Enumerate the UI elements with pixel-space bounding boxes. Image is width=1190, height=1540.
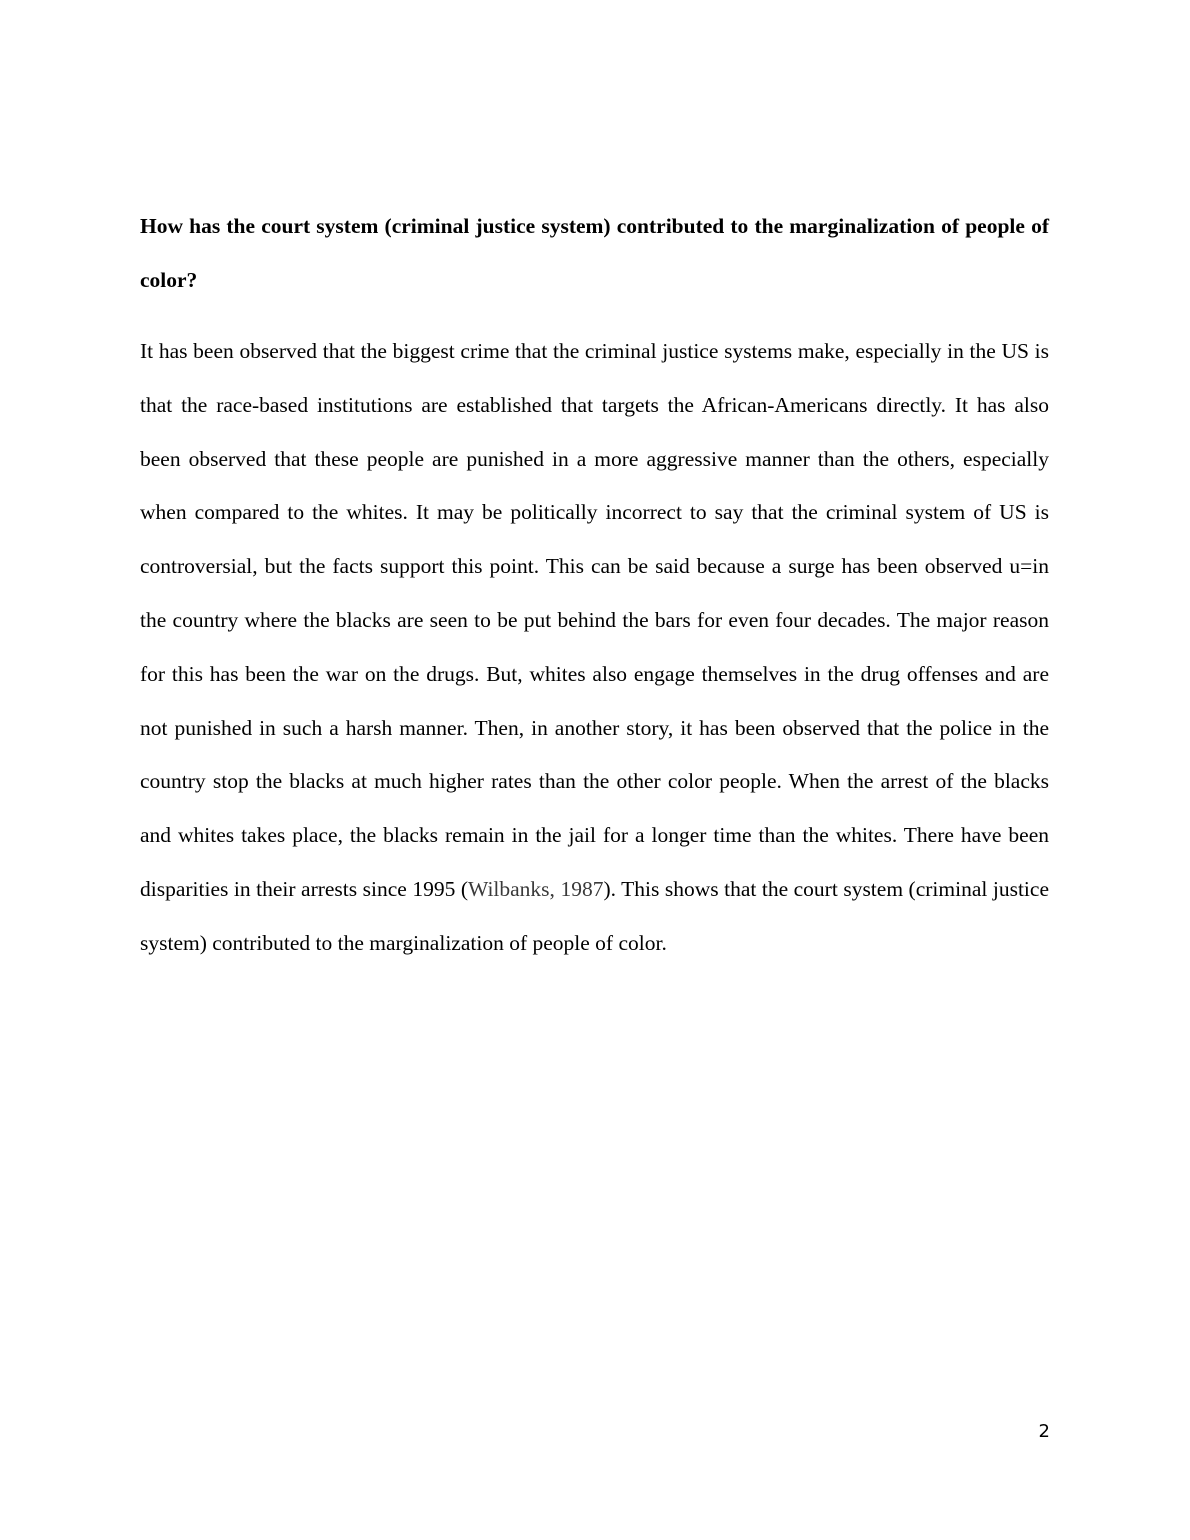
page-content: [140, 199, 1049, 971]
paragraph-text-before-citation: It has been observed that the biggest crime that the criminal justice systems make, especially in the US is that the race-based institutions are established that targets the African-Americans directly. It has also been observed that these people are punished in a more aggressive manner than the others, especially when compared to the whites. It may be politically incorrect to say that the criminal system of US is controversial, but the facts support this point. This can be said because a surge has been observed u=in the country where the blacks are seen to be put behind the bars for even four decades. The major reason for this has been the war on the drugs. But, whites also engage themselves in the drug offenses and are not punished in such a harsh manner. Then, in another story, it has been observed that the police in the country stop the blacks at much higher rates than the other color people. When the arrest of the blacks and whites takes place, the blacks remain in the jail for a longer time than the whites. There have been disparities in their arrests since 1995 (: [140, 339, 1049, 901]
page-number: 2: [1038, 1421, 1050, 1442]
body-paragraph: [140, 325, 1049, 971]
paragraph-text-after-citation: ). This shows that the court system (criminal justice system) contributed to the marginalization of people of color.: [140, 876, 1049, 955]
section-heading: How has the court system (criminal justice system) contributed to the marginalization of people of color?: [140, 214, 1049, 292]
citation-reference: Wilbanks, 1987: [468, 876, 604, 901]
